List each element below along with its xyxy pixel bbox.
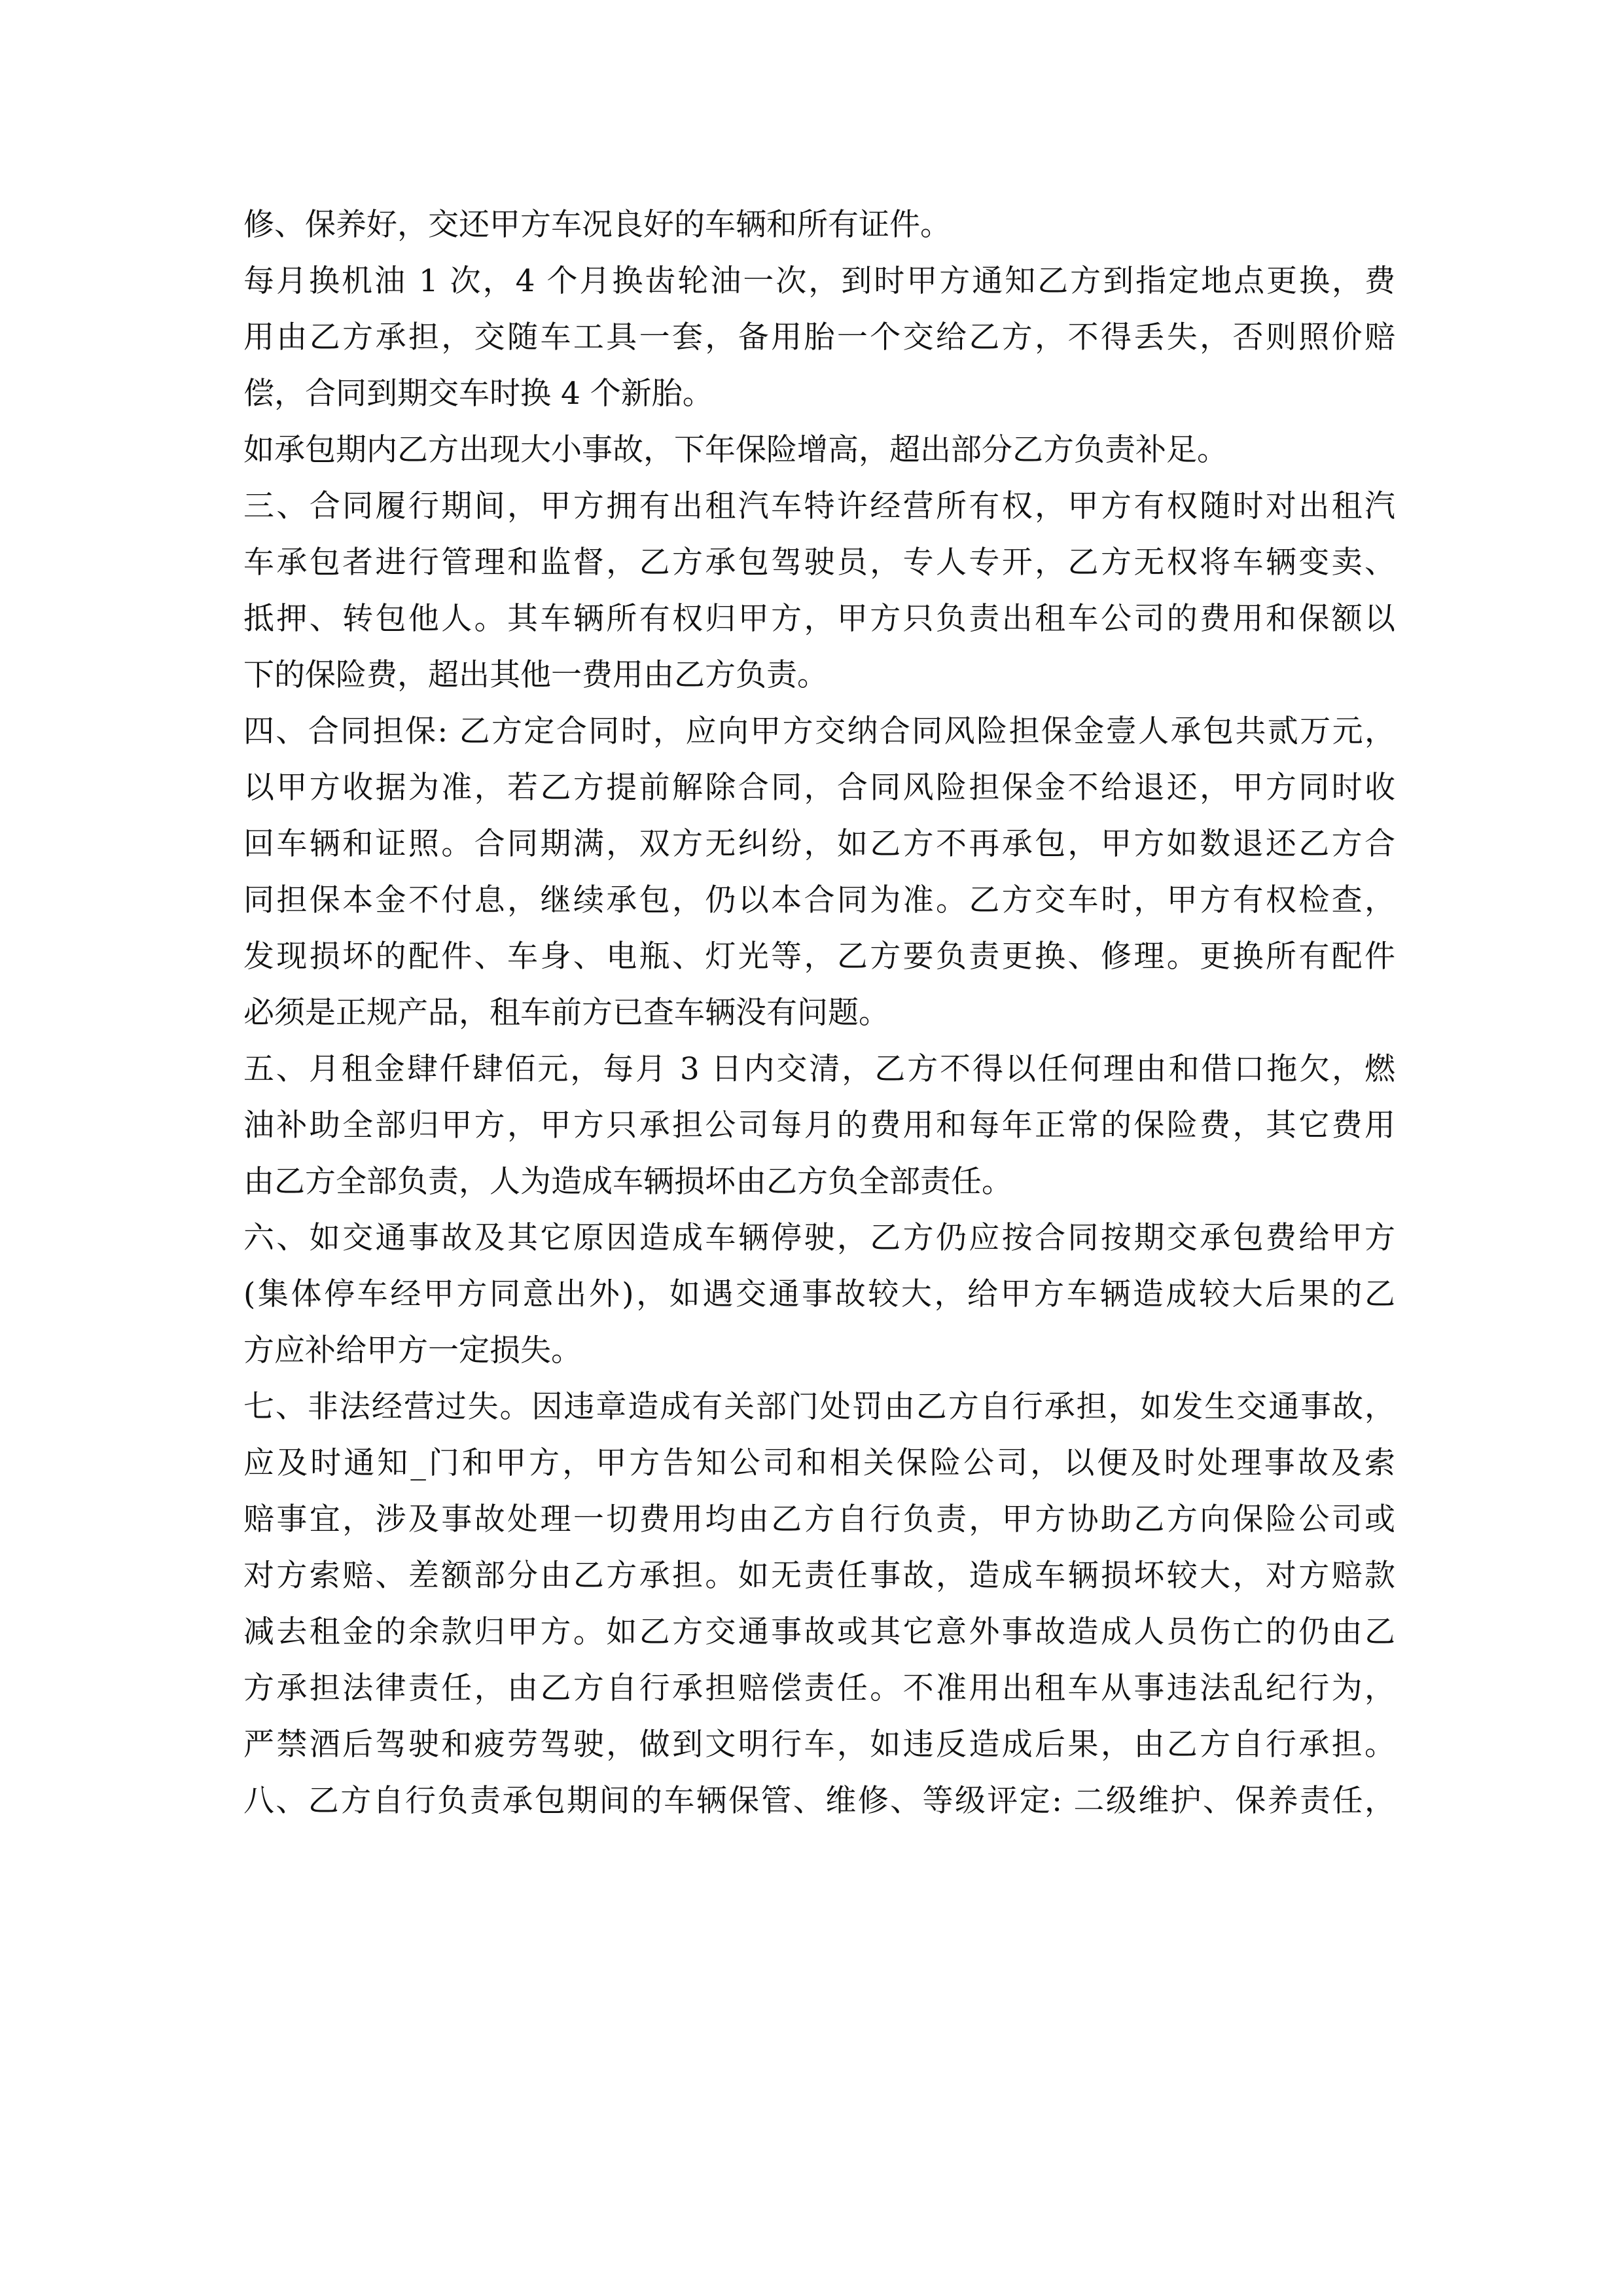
text-line: 方应补给甲方一定损失。 [243,1333,582,1369]
text-line: 下的保险费，超出其他一费用由乙方负责。 [243,657,828,693]
text-line: 修、保养好，交还甲方车况良好的车辆和所有证件。 [243,207,951,243]
text-line: 应及时通知_门和甲方，甲方告知公司和相关保险公司，以便及时处理事故及索 [243,1445,1395,1481]
text-line: 七、非法经营过失。因违章造成有关部门处罚由乙方自行承担，如发生交通事故， [243,1389,1395,1425]
text-line: 抵押、转包他人。其车辆所有权归甲方，甲方只负责出租车公司的费用和保额以 [243,601,1395,637]
text-line: 如承包期内乙方出现大小事故，下年保险增高，超出部分乙方负责补足。 [243,432,1228,468]
text-line: 严禁酒后驾驶和疲劳驾驶，做到文明行车，如违反造成后果，由乙方自行承担。 [243,1727,1395,1763]
text-line: 以甲方收据为准，若乙方提前解除合同，合同风险担保金不给退还，甲方同时收 [243,770,1395,806]
text-line: 由乙方全部负责，人为造成车辆损坏由乙方负全部责任。 [243,1164,1012,1200]
contract-body-text [243,197,1395,1829]
text-line: 回车辆和证照。合同期满，双方无纠纷，如乙方不再承包，甲方如数退还乙方合 [243,826,1395,862]
text-line: 方承担法律责任，由乙方自行承担赔偿责任。不准用出租车从事违法乱纪行为， [243,1670,1395,1706]
text-line: 四、合同担保: 乙方定合同时，应向甲方交纳合同风险担保金壹人承包共贰万元， [243,713,1395,749]
text-line: 八、乙方自行负责承包期间的车辆保管、维修、等级评定: 二级维护、保养责任， [243,1783,1395,1819]
text-line: 车承包者进行管理和监督，乙方承包驾驶员，专人专开，乙方无权将车辆变卖、 [243,545,1395,581]
text-line: 六、如交通事故及其它原因造成车辆停驶，乙方仍应按合同按期交承包费给甲方 [243,1220,1395,1256]
text-line: 油补助全部归甲方，甲方只承担公司每月的费用和每年正常的保险费，其它费用 [243,1107,1395,1143]
text-line: 用由乙方承担，交随车工具一套，备用胎一个交给乙方，不得丢失，否则照价赔 [243,319,1395,355]
text-line: 发现损坏的配件、车身、电瓶、灯光等，乙方要负责更换、修理。更换所有配件 [243,939,1395,975]
text-line: 对方索赔、差额部分由乙方承担。如无责任事故，造成车辆损坏较大，对方赔款 [243,1558,1395,1594]
text-line: 同担保本金不付息，继续承包，仍以本合同为准。乙方交车时，甲方有权检查， [243,882,1395,918]
text-line: 五、月租金肆仟肆佰元，每月 3 日内交清，乙方不得以任何理由和借口拖欠，燃 [243,1051,1395,1087]
text-line: (集体停车经甲方同意出外)，如遇交通事故较大，给甲方车辆造成较大后果的乙 [243,1276,1395,1312]
text-line: 减去租金的余款归甲方。如乙方交通事故或其它意外事故造成人员伤亡的仍由乙 [243,1614,1395,1650]
text-line: 赔事宜，涉及事故处理一切费用均由乙方自行负责，甲方协助乙方向保险公司或 [243,1501,1395,1537]
text-line: 偿，合同到期交车时换 4 个新胎。 [243,376,713,412]
text-line: 三、合同履行期间，甲方拥有出租汽车特许经营所有权，甲方有权随时对出租汽 [243,488,1395,524]
text-line: 必须是正规产品，租车前方已查车辆没有问题。 [243,995,889,1031]
text-line: 每月换机油 1 次，4 个月换齿轮油一次，到时甲方通知乙方到指定地点更换，费 [243,263,1395,299]
